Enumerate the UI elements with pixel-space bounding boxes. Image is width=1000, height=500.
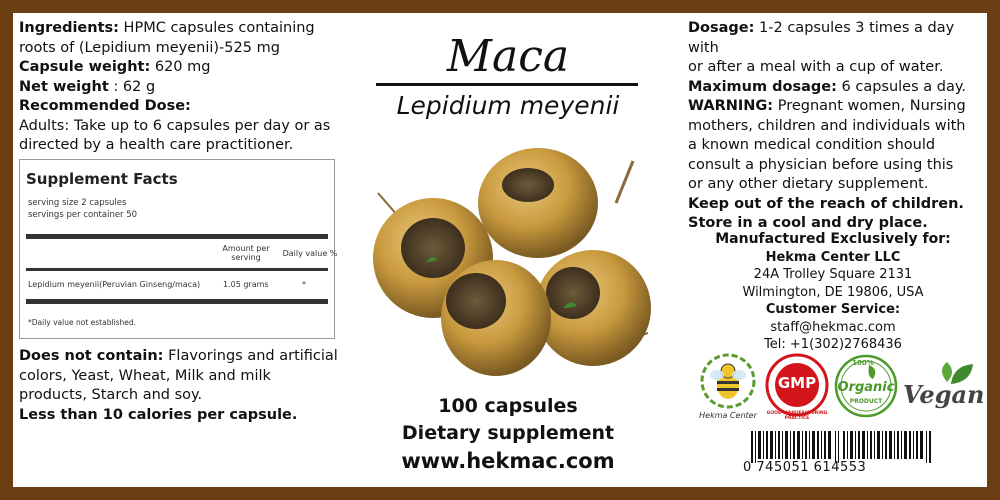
amount-per-serving-header [218,244,274,262]
not-contain-line-2: colors, Yeast, Wheat, Milk and milk [19,367,271,384]
daily-value-header: Daily value % [282,249,338,258]
facts-bottom-divider [26,299,328,304]
maca-roots-image [348,133,668,393]
not-contain-line [19,347,339,367]
right-column [688,19,980,234]
not-contain-text: Flavorings and artificial [163,348,338,364]
net-weight-line [19,78,339,98]
servings-per-container: servings per container 50 [28,210,138,220]
max-dosage-line [688,78,980,98]
facts-thick-divider [26,234,328,239]
warning-line-2: mothers, children and individuals with [688,117,966,134]
dosage-line-2: or after a meal with a cup of water. [688,59,944,75]
nutrient-name: Lepidium meyenii(Peruvian Ginseng/maca) [28,280,201,289]
organic-badge [833,353,899,419]
max-dosage-label: Maximum dosage: [688,78,837,95]
net-weight-value: : 62 g [108,78,156,95]
amount-header-line2: serving [231,253,261,262]
adults-line-2: directed by a health care practitioner. [19,137,294,153]
max-dosage-text: 6 capsules a day. [836,78,966,95]
adults-line-1: Adults: Take up to 6 capsules per day or as [19,117,331,134]
hekma-center-logo [693,351,763,426]
ingredients-label: Ingredients: [19,20,119,36]
maca-root-left-crown [401,218,465,278]
vegan-text: Vegan [903,380,985,409]
warning-label: WARNING: [688,98,774,114]
dosage-label: Dosage: [688,20,755,36]
title-divider [376,83,638,86]
maca-root-right-crown [546,267,600,319]
gmp-ring-text: GOOD MANUFACTURING PRACTICE [766,411,828,421]
maca-root-front-crown [446,273,506,329]
manufacturer-address-2: Wilmington, DE 19806, USA [742,284,924,300]
keep-out-line: Keep out of the reach of children. [688,195,964,212]
left-column [19,19,339,156]
hekma-caption: Hekma Center [699,411,757,420]
barcode-number: 0 745051 614553 [743,460,867,475]
supplement-facts-title: Supplement Facts [26,170,178,188]
nutrient-daily-value: * [302,280,306,289]
recommended-dose-label: Recommended Dose: [19,98,191,114]
capsule-weight-label: Capsule weight: [19,59,151,75]
capsule-weight-line [19,58,339,78]
organic-top-text: 100% [852,359,874,367]
facts-footnote: *Daily value not established. [28,318,137,327]
ingredients-line [19,19,339,39]
customer-service-label: Customer Service: [765,302,901,317]
maca-root-top [478,148,598,258]
nutrient-amount: 1.05 grams [223,280,269,289]
serving-size: serving size 2 capsules [28,198,127,208]
organic-main-text: Organic [837,380,895,395]
not-contain-label: Does not contain: [19,348,164,364]
warning-line-5: or any other dietary supplement. [688,176,929,192]
barcode-icon [751,431,931,463]
amount-header-line1: Amount per [222,244,270,253]
vegan-logo [903,358,983,418]
maca-root-top-crown [502,168,554,202]
dosage-text: 1-2 capsules 3 times a day with [688,20,955,56]
customer-service-phone[interactable]: Tel: +1(302)2768436 [764,337,902,352]
net-weight-label: Net weight [19,78,109,95]
warning-line [688,97,980,117]
gmp-text: GMP [777,374,817,392]
not-contain-line-3: products, Starch and soy. [19,387,203,403]
gmp-badge [765,353,829,421]
website-link[interactable]: www.hekmac.com [401,449,615,473]
manufacturer-header: Manufactured Exclusively for: [715,231,951,247]
ingredients-text: HPMC capsules containing [118,20,315,36]
manufacturer-block [703,231,963,354]
warning-text: Pregnant women, Nursing [773,98,966,114]
store-line: Store in a cool and dry place. [688,215,928,231]
facts-medium-divider [26,268,328,271]
calories-line: Less than 10 calories per capsule. [19,406,298,423]
capsule-count: 100 capsules [438,395,578,417]
warning-line-4: consult a physician before using this [688,156,954,173]
manufacturer-company: Hekma Center LLC [765,249,901,265]
hekma-bee-icon [693,351,763,411]
manufacturer-address-1: 24A Trolley Square 2131 [753,267,913,282]
product-latin-name: Lepidium meyenii [396,91,620,120]
root-tail-1 [616,161,633,203]
ingredients-line-2: roots of (Lepidium meyenii)-525 mg [19,39,280,56]
supplement-facts-box [19,159,338,339]
organic-bottom-text: PRODUCT [849,398,883,405]
product-label [13,13,987,487]
dosage-line [688,19,980,58]
warning-line-3: a known medical condition should [688,137,936,153]
left-bottom-column [19,347,339,425]
dietary-supplement-label: Dietary supplement [401,422,615,444]
capsule-weight-value: 620 mg [150,59,211,75]
product-title: Maca [446,31,570,82]
customer-service-email[interactable]: staff@hekmac.com [770,319,896,335]
